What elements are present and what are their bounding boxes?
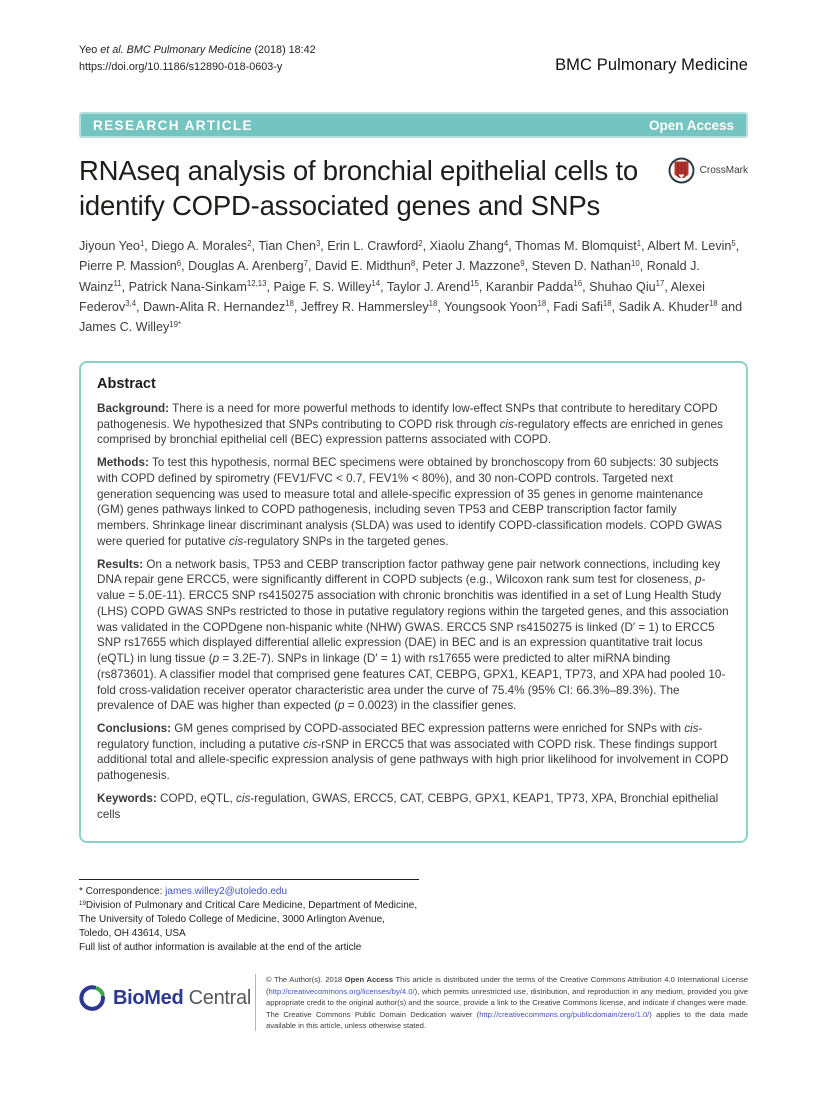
section-text: On a network basis, TP53 and CEBP transcription factor pathway gene pair network connections, including key DNA repair gene ERCC5, were significantly different in COPD subjects (e.g., Wilcoxon rank sum test for closeness, p-value = 5.0E-11). ERCC5 SNP rs4150275 association with chronic bronchitis was identified in a set of Lung Health Study (LHS) COPD GWAS SNPs restricted to those in putative regulatory regions within the targeted genes, and this association was validated in the COPDgene non-hispanic white (NHW) GWAS. ERCC5 SNP rs4150275 is linked (D′ = 1) to ERCC5 SNP rs17655 which displayed differential allelic expression (DAE) in BEC and is an expression quantitative trait locus (eQTL) in lung tissue (p = 3.2E-7). SNPs in linkage (D′ = 1) with rs17655 were predicted to alter miRNA binding (rs873601). A classifier model that comprised gene features CAT, CEBPG, GPX1, KEAP1, TP73, and XPA had pooled 10-fold cross-validation receiver operator characteristic area under the curve of 75.4% (95% CI: 66.3%–89.3%). The prevalence of DAE was higher than expected (p = 0.0023) in the classifier genes.	[97, 557, 729, 713]
biomed-central-logo	[79, 974, 251, 1018]
crossmark-icon	[668, 157, 695, 184]
abstract-conclusions	[97, 721, 730, 784]
section-label: Conclusions:	[97, 721, 172, 735]
open-access-label: Open Access	[648, 117, 734, 133]
section-label: Methods:	[97, 456, 149, 470]
correspondence-footnote	[79, 879, 419, 955]
keywords-label: Keywords:	[97, 791, 157, 805]
section-label: Background:	[97, 402, 170, 416]
abstract-box	[79, 361, 748, 843]
abstract-results	[97, 557, 730, 714]
abstract-keywords	[97, 791, 730, 822]
keywords-text: COPD, eQTL, cis-regulation, GWAS, ERCC5, CAT, CEBPG, GPX1, KEAP1, TP73, XPA, Bronchial epithelial cells	[97, 791, 719, 821]
abstract-methods	[97, 455, 730, 549]
section-text: To test this hypothesis, normal BEC specimens were obtained by bronchoscopy from 60 subjects: 30 subjects with COPD defined by spirometry (FEV1/FVC < 0.7, FEV1% < 80%), and 30 non-COPD controls. Targeted next generation sequencing was used to measure total and allele-specific expression of 35 genes in genome maintenance (GM) genes pathways linked to COPD pathogenesis, including seven TP53 and CEBP transcription factor family members. Shrinkage linear discriminant analysis (SLDA) was used to identify COPD-classification models. COPD GWAS were queried for putative cis-regulatory SNPs in the targeted genes.	[97, 456, 723, 548]
doi-link[interactable]: https://doi.org/10.1186/s12890-018-0603-y	[79, 60, 283, 73]
page-header	[79, 0, 748, 75]
section-text: There is a need for more powerful methods to identify low-effect SNPs that contribute to hereditary COPD pathogenesis. We hypothesized that SNPs contributing to COPD risk through cis-regulatory effects are enriched in genes comprised by bronchial epithelial cell (BEC) expression patterns associated with COPD.	[97, 402, 723, 447]
crossmark-badge[interactable]	[668, 157, 748, 184]
abstract-heading: Abstract	[97, 376, 156, 393]
biomed-central-logo-icon	[79, 978, 106, 1018]
crossmark-label: CrossMark	[699, 165, 748, 177]
article-type-label: RESEARCH ARTICLE	[93, 117, 253, 133]
page-footer	[79, 974, 748, 1031]
license-text: © The Author(s). 2018 Open Access This article is distributed under the terms of the Creative Commons Attribution 4.0 International License (http://creativecommons.org/licenses/by/4.0/), which permits unrestricted use, distribution, and reproduction in any medium, provided you give appropriate credit to the original author(s) and the source, provide a link to the Creative Commons license, and indicate if changes were made. The Creative Commons Public Domain Dedication waiver (http://creativecommons.org/publicdomain/zero/1.0/) applies to the data made available in this article, unless otherwise stated.	[255, 974, 748, 1031]
citation-line: Yeo et al. BMC Pulmonary Medicine (2018) 18:42	[79, 44, 316, 56]
biomed-central-wordmark: BioMed Central	[112, 986, 251, 1009]
author-list: Jiyoun Yeo$^1$, Diego A. Morales$^2$, Tian Chen$^3$, Erin L. Crawford$^2$, Xiaolu Zhang$^4$, Thomas M. Blomquist$^1$, Albert M. Levin$^5$, Pierre P. Massion$^6$, Douglas A. Arenberg$^7$, David E. Midthun$^8$, Peter J. Mazzone$^9$, Steven D. Nathan$^{10}$, Ronald J. Wainz$^{11}$, Patrick Nana-Sinkam$^{12,13}$, Paige F. S. Willey$^{14}$, Taylor J. Arend$^{15}$, Karanbir Padda$^{16}$, Shuhao Qiu$^{17}$, Alexei Federov$^{3,4}$, Dawn-Alita R. Hernandez$^{18}$, Jeffrey R. Hammersley$^{18}$, Youngsook Yoon$^{18}$, Fadi Safi$^{18}$, Sadik A. Khuder$^{18}$ and James C. Willey$^{19*}$	[79, 239, 743, 334]
affiliation-line: $^{19}$Division of Pulmonary and Critical Care Medicine, Department of Medicine, The University of Toledo College of Medicine, 3000 Arlington Avenue, Toledo, OH 43614, USA	[79, 899, 418, 940]
author-info-note: Full list of author information is available at the end of the article	[79, 942, 362, 954]
article-type-banner	[79, 112, 748, 138]
section-text: GM genes comprised by COPD-associated BEC expression patterns were enriched for SNPs with cis-regulatory function, including a putative cis-rSNP in ERCC5 that was associated with COPD risk. These findings support additional total and allele-specific expression analysis of gene pathways with high prior likelihood for involvement in COPD pathogenesis.	[97, 721, 729, 783]
abstract-background	[97, 401, 730, 448]
correspondence-line[interactable]: * Correspondence: james.willey2@utoledo.edu	[79, 886, 288, 898]
journal-name: BMC Pulmonary Medicine	[555, 56, 748, 75]
article-title: RNAseq analysis of bronchial epithelial cells to identify COPD-associated genes and SNPs	[79, 155, 639, 222]
section-label: Results:	[97, 557, 144, 571]
